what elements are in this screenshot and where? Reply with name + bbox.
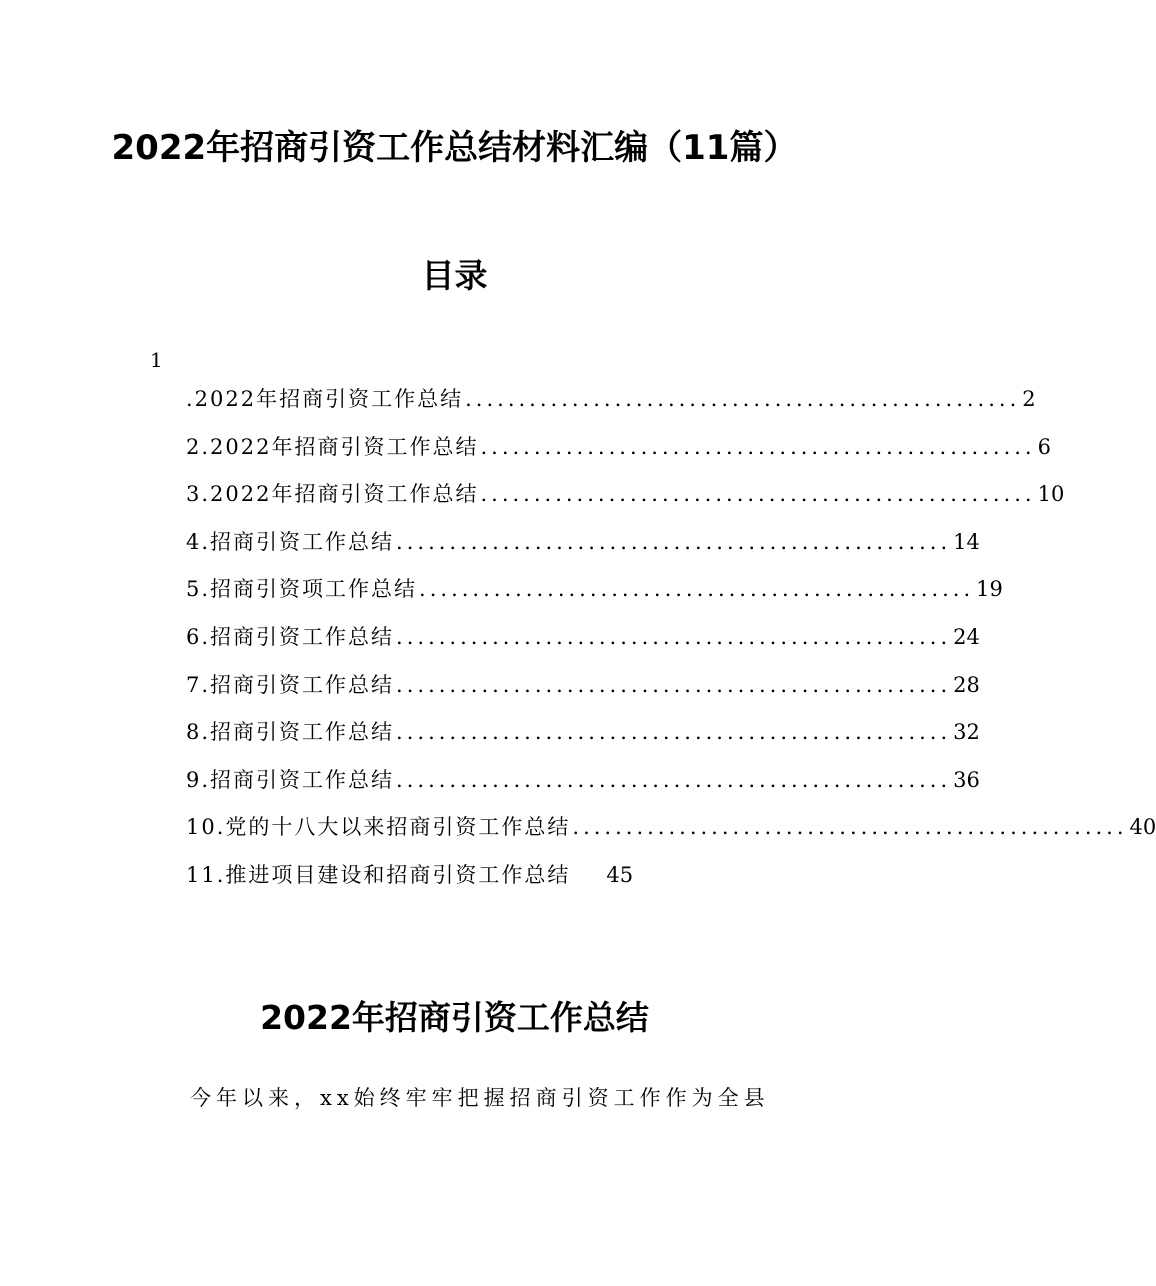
toc-item-title: 9.招商引资工作总结	[186, 767, 395, 792]
toc-leader: ....................................................	[480, 482, 1036, 507]
toc-item-page: 6	[1037, 434, 1051, 459]
toc-item-title: 10.党的十八大以来招商引资工作总结	[186, 815, 571, 840]
toc-item-page: 40	[1129, 815, 1156, 840]
toc-item[interactable]	[186, 811, 1156, 859]
toc-item-page: 19	[976, 577, 1003, 602]
toc-item[interactable]	[186, 764, 980, 812]
toc-leader: ....................................................	[396, 624, 952, 649]
toc-leader: ....................................................	[572, 815, 1128, 840]
toc-item[interactable]	[186, 859, 772, 907]
toc-item-title: 2.2022年招商引资工作总结	[186, 434, 479, 459]
toc-item-page: 24	[953, 624, 980, 649]
toc-item[interactable]	[186, 383, 1036, 431]
toc-item[interactable]	[186, 478, 1065, 526]
toc-leader: ....................................................	[396, 767, 952, 792]
toc-item-title: 5.招商引资项工作总结	[186, 577, 418, 602]
toc-item-title: 8.招商引资工作总结	[186, 720, 395, 745]
toc-leader: ....................................................	[396, 672, 952, 697]
toc-leader: ....................................................	[465, 387, 1021, 411]
stray-page-number: 1	[150, 348, 163, 372]
table-of-contents	[186, 383, 1156, 907]
toc-item[interactable]	[186, 669, 980, 717]
toc-item-title: 3.2022年招商引资工作总结	[186, 482, 479, 507]
toc-item-title: 11.推进项目建设和招商引资工作总结	[186, 862, 571, 887]
toc-leader: ....................................................	[396, 529, 952, 554]
toc-item-title: 6.招商引资工作总结	[186, 624, 395, 649]
toc-item-title: 7.招商引资工作总结	[186, 672, 395, 697]
toc-item-page: 36	[953, 767, 980, 792]
toc-leader: ....................................................	[480, 434, 1036, 459]
toc-item[interactable]	[186, 526, 980, 574]
toc-item[interactable]	[186, 621, 980, 669]
toc-item-title: 4.招商引资工作总结	[186, 529, 395, 554]
toc-item[interactable]	[186, 431, 1051, 479]
toc-item-page: 10	[1037, 482, 1065, 507]
toc-item-page: 45	[606, 862, 634, 887]
toc-item-page: 2	[1022, 387, 1036, 411]
body-paragraph: 今年以来，xx始终牢牢把握招商引资工作作为全县	[190, 1086, 770, 1110]
document-title: 2022年招商引资工作总结材料汇编（11篇）	[111, 128, 798, 168]
toc-item-title: .2022年招商引资工作总结	[186, 387, 464, 411]
toc-item-page: 32	[953, 720, 980, 745]
toc-item[interactable]	[186, 716, 980, 764]
toc-heading: 目录	[421, 256, 488, 295]
toc-item-page: 28	[953, 672, 980, 697]
toc-leader: ....................................................	[419, 577, 975, 602]
toc-item-page: 14	[953, 529, 980, 554]
section-title: 2022年招商引资工作总结	[260, 998, 649, 1037]
toc-item[interactable]	[186, 573, 1003, 621]
toc-leader: ....................................................	[396, 720, 952, 745]
